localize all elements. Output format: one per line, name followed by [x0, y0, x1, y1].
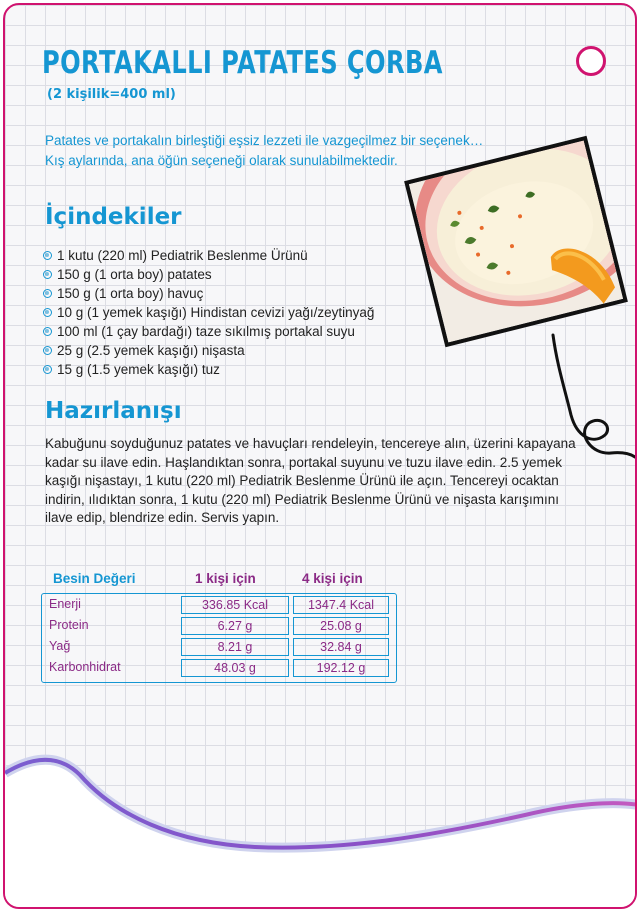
ingredient-text: 150 g (1 orta boy) patates [57, 267, 212, 282]
preparation-text: Kabuğunu soyduğunuz patates ve havuçları rendeleyin, tencereye alın, üzerini kapayana kadar su ilave edin. Haşlandıktan sonra, portakal suyunu ve tuzu ilave edin. 2.5 yemek kaşığı nişastayı, 1 kutu (220 ml) Pediatrik Beslenme Ürünü ile açın. Tencereyi ocaktan indirin, ılıdıktan sonra, 1 kutu (220 ml) Pediatrik Beslenme Ürünü ve nişasta karışımını ilave edip, blendrize edin. Servis yapın. [45, 436, 576, 525]
serving-size: (2 kişilik=400 ml) [47, 87, 176, 102]
value-per-1: 48.03 g [181, 659, 289, 677]
value-per-1: 8.21 g [181, 638, 289, 656]
ingredient-text: 1 kutu (220 ml) Pediatrik Beslenme Ürünü [57, 248, 308, 263]
ingredient-text: 25 g (2.5 yemek kaşığı) nişasta [57, 343, 245, 358]
nutrition-row [43, 595, 393, 615]
nutrition-col4-header: 4 kişi için [302, 571, 363, 586]
ingredient-text: 10 g (1 yemek kaşığı) Hindistan cevizi yağı/zeytinyağ [57, 305, 375, 320]
nutrition-col1-header: 1 kişi için [195, 571, 256, 586]
preparation-heading: Hazırlanışı [45, 398, 182, 424]
nutrient-label: Protein [49, 618, 89, 632]
nutrient-label: Yağ [49, 639, 71, 653]
value-per-4: 192.12 g [293, 659, 389, 677]
value-per-4: 25.08 g [293, 617, 389, 635]
nutrition-row [43, 658, 393, 678]
value-per-1: 6.27 g [181, 617, 289, 635]
recipe-title: PORTAKALLI PATATES ÇORBA [42, 45, 443, 81]
value-per-1: 336.85 Kcal [181, 596, 289, 614]
nutrition-row [43, 616, 393, 636]
ingredient-text: 15 g (1.5 yemek kaşığı) tuz [57, 362, 220, 377]
wave-decoration-icon [5, 745, 637, 909]
nutrient-label: Enerji [49, 597, 81, 611]
recipe-card [3, 3, 637, 909]
nutrition-row [43, 637, 393, 657]
nutrition-label-header: Besin Değeri [53, 571, 136, 586]
value-per-4: 32.84 g [293, 638, 389, 656]
ingredients-heading: İçindekiler [45, 204, 182, 230]
ingredient-text: 150 g (1 orta boy) havuç [57, 286, 204, 301]
ingredient-text: 100 ml (1 çay bardağı) taze sıkılmış portakal suyu [57, 324, 355, 339]
intro-line: Patates ve portakalın birleştiği eşsiz lezzeti ile vazgeçilmez bir seçenek… [45, 133, 484, 148]
intro-line: Kış aylarında, ana öğün seçeneği olarak sunulabilmektedir. [45, 153, 398, 168]
value-per-4: 1347.4 Kcal [293, 596, 389, 614]
nutrient-label: Karbonhidrat [49, 660, 121, 674]
